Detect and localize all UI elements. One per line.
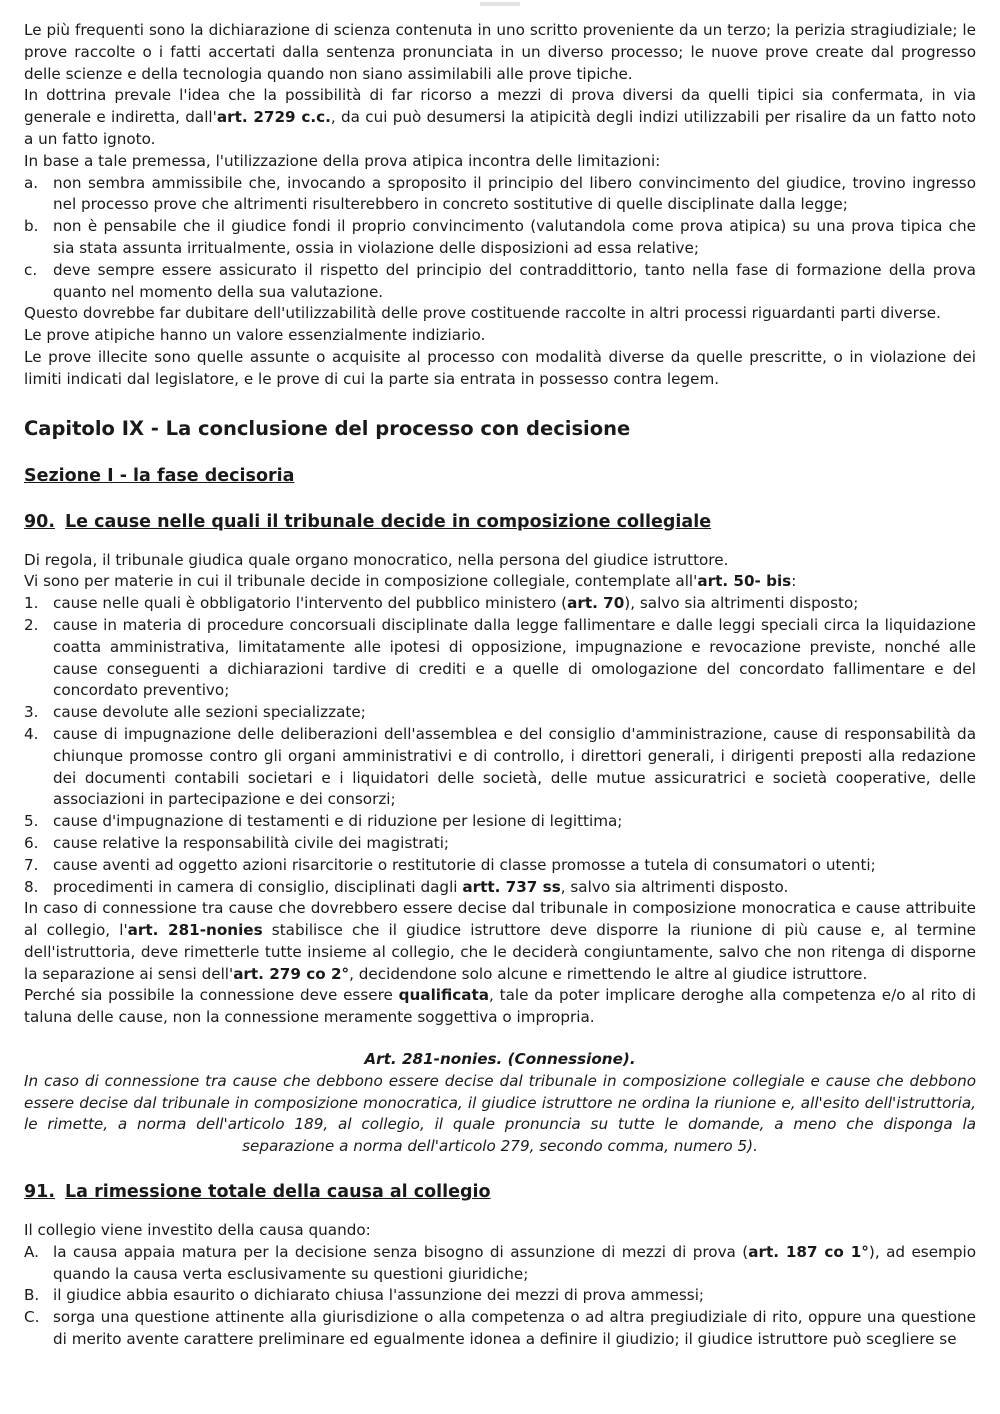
list-item: A. la causa appaia matura per la decisione senza bisogno di assunzione di mezzi di prova (art. 187 co 1°), ad esempio quando la causa verta esclusivamente su questioni giuridiche; bbox=[24, 1242, 976, 1283]
article-ref: art. 50- bis bbox=[697, 572, 792, 591]
list-item: 6. cause relative la responsabilità civile dei magistrati; bbox=[24, 833, 450, 852]
article-ref: art. 2729 c.c. bbox=[216, 108, 331, 127]
paragraph: Le più frequenti sono la dichiarazione di scienza contenuta in uno scritto proveniente da un terzo; la perizia stragiudiziale; le prove raccolte o i fatti accertati dalla sentenza pronunciata in un diverso processo; le nuove prove create dal progresso delle scienze e della tecnologia quando non siano assimilabili alle prove tipiche. bbox=[24, 21, 976, 83]
quote-text: In caso di connessione tra cause che debbono essere decise dal tribunale in composizione collegiale e cause che debbono essere decise dal tribunale in composizione monocratica, il giudice istruttore ne ordina la riunione e, all'esito dell'istruttoria, le rimette, a norma dell'articolo 189, al collegio, il quale pronuncia su tutte le domande, a meno che disponga la separazione a norma dell'articolo 279, secondo comma, numero 5). bbox=[24, 1071, 976, 1156]
paragraph: Il collegio viene investito della causa quando: bbox=[24, 1221, 371, 1240]
list-item: B. il giudice abbia esaurito o dichiarato chiusa l'assunzione dei mezzi di prova ammessi; bbox=[24, 1286, 705, 1305]
list-item: C. sorga una questione attinente alla giurisdizione o alla competenza o ad altra pregiudiziale di rito, oppure una questione di merito avente carattere preliminare ed egualmente idonea a definire il giudizio; il giudice istruttore può scegliere se bbox=[24, 1308, 976, 1349]
document-page bbox=[24, 20, 976, 1351]
paragraph: Le prove illecite sono quelle assunte o acquisite al processo con modalità diverse da quelle prescritte, o in violazione dei limiti indicati dal legislatore, e le prove di cui la parte sia entrata in possesso contra legem. bbox=[24, 347, 976, 388]
list-item: 7. cause aventi ad oggetto azioni risarcitorie o restitutorie di classe promosse a tutela di consumatori o utenti; bbox=[24, 855, 876, 874]
paragraph: In caso di connessione tra cause che dovrebbero essere decise dal tribunale in composizione monocratica e cause attribuite al collegio, l'art. 281-nonies stabilisce che il giudice istruttore deve disporre la riunione di più cause e, al termine dell'istruttoria, deve rimetterle tutte insieme al collegio, che le deciderà congiuntamente, salvo che non ritenga di disporne la separazione ai sensi dell'art. 279 co 2°, decidendone solo alcune e rimettendo le altre al giudice istruttore. bbox=[24, 899, 977, 983]
list-item: 1. cause nelle quali è obbligatorio l'intervento del pubblico ministero (art. 70), salvo sia altrimenti disposto; bbox=[24, 594, 859, 613]
list-item: 5. cause d'impugnazione di testamenti e di riduzione per lesione di legittima; bbox=[24, 812, 623, 831]
header-mark bbox=[480, 2, 520, 6]
collegial-causes-list bbox=[24, 593, 976, 898]
paragraph: In base a tale premessa, l'utilizzazione della prova atipica incontra delle limitazioni: bbox=[24, 151, 661, 170]
list-item: b. non è pensabile che il giudice fondi il proprio convincimento (valutandola come prova atipica) su una prova tipica che sia stata assunta irritualmente, ossia in violazione delle disposizioni ad essa relative; bbox=[24, 217, 976, 257]
article-ref: art. 281-nonies bbox=[127, 921, 263, 940]
section-title: Sezione I - la fase decisoria bbox=[24, 465, 295, 486]
paragraph: Le prove atipiche hanno un valore essenzialmente indiziario. bbox=[24, 326, 486, 345]
referral-list bbox=[24, 1242, 976, 1351]
chapter-title: Capitolo IX - La conclusione del processo con decisione bbox=[24, 416, 631, 440]
paragraph: In dottrina prevale l'idea che la possibilità di far ricorso a mezzi di prova diversi da quelli tipici sia confermata, in via generale e indiretta, dall'art. 2729 c.c., da cui può desumersi la atipicità degli indizi utilizzabili per risalire da un fatto noto a un fatto ignoto. bbox=[24, 86, 976, 148]
list-item: 2. cause in materia di procedure concorsuali disciplinate dalla legge fallimentare e dalle leggi speciali circa la liquidazione coatta amministrativa, limitatamente alle ipotesi di opposizione, impugnazione e revocazione previste, nonché alle cause conseguenti a dichiarazioni tardive di crediti e a quelle di omologazione del concordato fallimentare e del concordato preventivo; bbox=[24, 615, 976, 700]
heading-91: 91. La rimessione totale della causa al collegio bbox=[24, 1182, 491, 1203]
list-item: c. deve sempre essere assicurato il rispetto del principio del contraddittorio, tanto nella fase di formazione della prova quanto nel momento della sua valutazione. bbox=[24, 260, 976, 301]
paragraph: Questo dovrebbe far dubitare dell'utilizzabilità delle prove costituende raccolte in altri processi riguardanti parti diverse. bbox=[24, 304, 941, 323]
heading-90: 90. Le cause nelle quali il tribunale decide in composizione collegiale bbox=[24, 511, 712, 532]
quote-title: Art. 281-nonies. (Connessione). bbox=[364, 1050, 636, 1069]
list-item: 3. cause devolute alle sezioni specializzate; bbox=[24, 703, 366, 722]
paragraph: Perché sia possibile la connessione deve essere qualificata, tale da poter implicare deroghe alla competenza e/o al rito di taluna delle cause, non la connessione meramente soggettiva o impropria. bbox=[24, 986, 976, 1027]
list-item: 4. cause di impugnazione delle deliberazioni dell'assemblea e del consiglio d'amministrazione, cause di responsabilità da chiunque promosse contro gli organi amministrativi e di controllo, i direttori generali, i dirigenti preposti alla redazione dei documenti contabili societari e i liquidatori delle società, delle mutue assicuratrici e società cooperative, delle associazioni in partecipazione e dei consorzi; bbox=[24, 724, 976, 809]
paragraph: Di regola, il tribunale giudica quale organo monocratico, nella persona del giudice istruttore. bbox=[24, 550, 729, 569]
list-item: a. non sembra ammissibile che, invocando a sproposito il principio del libero convincimento del giudice, trovino ingresso nel processo prove che altrimenti risulterebbero in concreto sostitutive di quelle disciplinate dalla legge; bbox=[24, 173, 976, 214]
paragraph: Vi sono per materie in cui il tribunale decide in composizione collegiale, contemplate all'art. 50- bis: bbox=[24, 572, 797, 591]
limits-list bbox=[24, 173, 976, 304]
list-item: 8. procedimenti in camera di consiglio, disciplinati dagli artt. 737 ss, salvo sia altrimenti disposto. bbox=[24, 877, 789, 896]
article-ref: art. 279 co 2° bbox=[233, 964, 350, 983]
